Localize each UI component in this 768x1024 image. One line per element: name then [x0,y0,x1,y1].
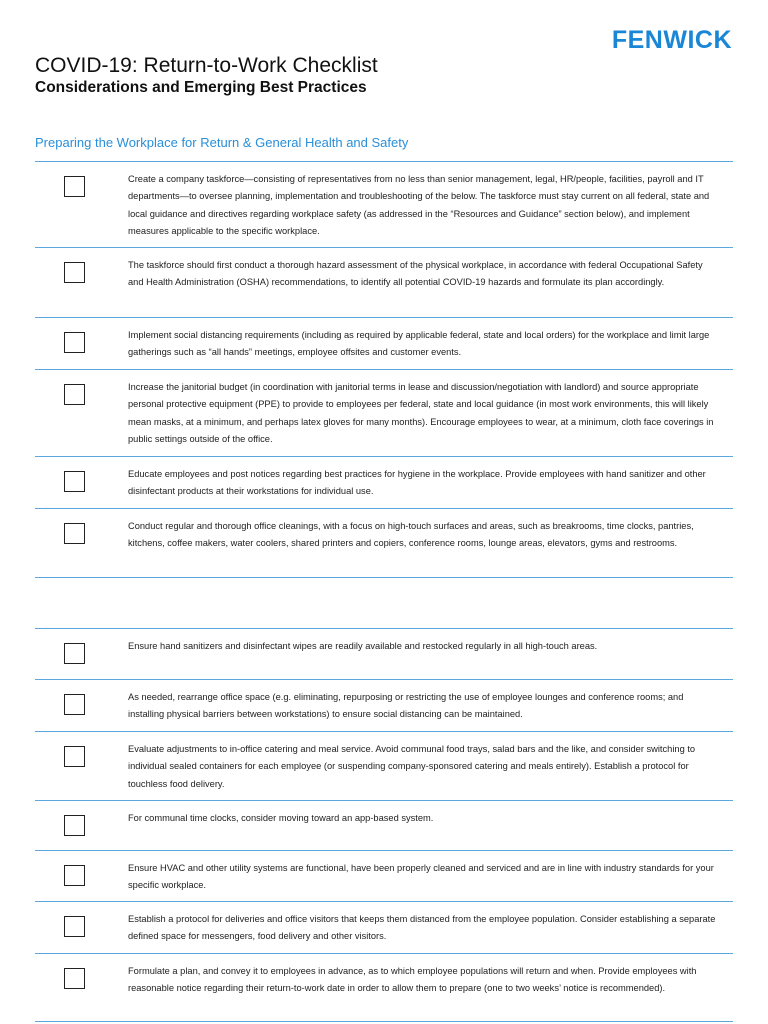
checklist-item-text: Create a company taskforce—consisting of representatives from no less than senior management, legal, HR/people, facilities, payroll and IT departments—to oversee planning, implementation and troubleshooting of the below. The taskforce must stay current on all federal, state and local guidance and directives regarding workplace safety (as addressed in the “Resources and Guidance” section below), and implement measures applicable to the specific workplace. [128,174,710,236]
checkbox[interactable] [64,968,85,989]
checkbox[interactable] [64,471,85,492]
checkbox[interactable] [64,332,85,353]
checklist-row [35,161,733,247]
checklist-row [35,953,733,1022]
page-title: COVID-19: Return-to-Work Checklist [35,54,378,77]
checklist-row [35,247,733,317]
fenwick-logo: FENWICK [611,26,732,54]
checkbox[interactable] [64,523,85,544]
checklist-row [35,850,733,901]
checklist-item-text: The taskforce should first conduct a thorough hazard assessment of the physical workplace, in accordance with federal Occupational Safety and Health Administration (OSHA) recommendations, to identify all potential COVID-19 hazards and formulate its plan accordingly. [128,260,703,288]
checklist-row [35,628,733,679]
checklist-item-text: Educate employees and post notices regarding best practices for hygiene in the workplace. Provide employees with hand sanitizer and other disinfectant products at their workstations for individual use. [128,469,706,497]
checklist-item-text: For communal time clocks, consider moving toward an app-based system. [128,813,434,823]
checklist-item-text: Conduct regular and thorough office cleanings, with a focus on high-touch surfaces and areas, such as breakrooms, time clocks, pantries, kitchens, coffee makers, water coolers, shared printers and copiers, conference rooms, lounge areas, elevators, gyms and restrooms. [128,521,694,549]
checklist-row [35,508,733,578]
checkbox[interactable] [64,746,85,767]
checkbox[interactable] [64,643,85,664]
checklist-row [35,731,733,800]
checklist-item-text: Formulate a plan, and convey it to employees in advance, as to which employee populations will return and when. Provide employees with reasonable notice regarding their return-to-work date in order to allow them to prepare (one to two weeks’ notice is recommended). [128,966,697,994]
checklist-item-text: Establish a protocol for deliveries and office visitors that keeps them distanced from the employee population. Consider establishing a separate defined space for messengers, food delivery and other visitors. [128,914,716,942]
checklist-item-text: Ensure hand sanitizers and disinfectant wipes are readily available and restocked regularly in all high-touch areas. [128,641,598,651]
checklist-row [35,901,733,953]
checklist-row [35,800,733,850]
checkbox[interactable] [64,384,85,405]
checklist-item-text: Ensure HVAC and other utility systems are functional, have been properly cleaned and serviced and are in line with industry standards for your specific workplace. [128,863,714,891]
checkbox[interactable] [64,176,85,197]
checklist-row [35,679,733,731]
checklist-item-text: Evaluate adjustments to in-office catering and meal service. Avoid communal food trays, salad bars and the like, and consider switching to individual sealed containers for each employee (or suspending company-sponsored catering and meals entirely). Establish a protocol for touchless food delivery. [128,744,696,789]
checkbox[interactable] [64,865,85,886]
checkbox[interactable] [64,916,85,937]
checklist-row [35,317,733,369]
checklist-item-text: Increase the janitorial budget (in coordination with janitorial terms in lease and discussion/negotiation with landlord) and source appropriate personal protective equipment (PPE) to provide to employees per federal, state and local guidance (in most work environments, this will likely mean masks, at a minimum, and perhaps latex gloves for many months). Encourage employees to wear, at a minimum, cloth face coverings in public settings outside of the office. [128,382,714,444]
checkbox[interactable] [64,262,85,283]
checklist-row [35,369,733,456]
checklist-item-text: As needed, rearrange office space (e.g. eliminating, repurposing or restricting the use of employee lounges and conference rooms; and installing physical barriers between workstations) to ensure social distancing can be maintained. [128,692,684,720]
checklist-row [35,456,733,508]
checkbox[interactable] [64,694,85,715]
checklist-item-text: Implement social distancing requirements (including as required by applicable federal, state and local orders) for the workplace and limit large gatherings such as “all hands” meetings, employee offsites and customer events. [128,330,710,358]
section-title: Preparing the Workplace for Return & General Health and Safety [35,135,409,150]
checkbox[interactable] [64,815,85,836]
page-subtitle: Considerations and Emerging Best Practices [35,79,367,96]
